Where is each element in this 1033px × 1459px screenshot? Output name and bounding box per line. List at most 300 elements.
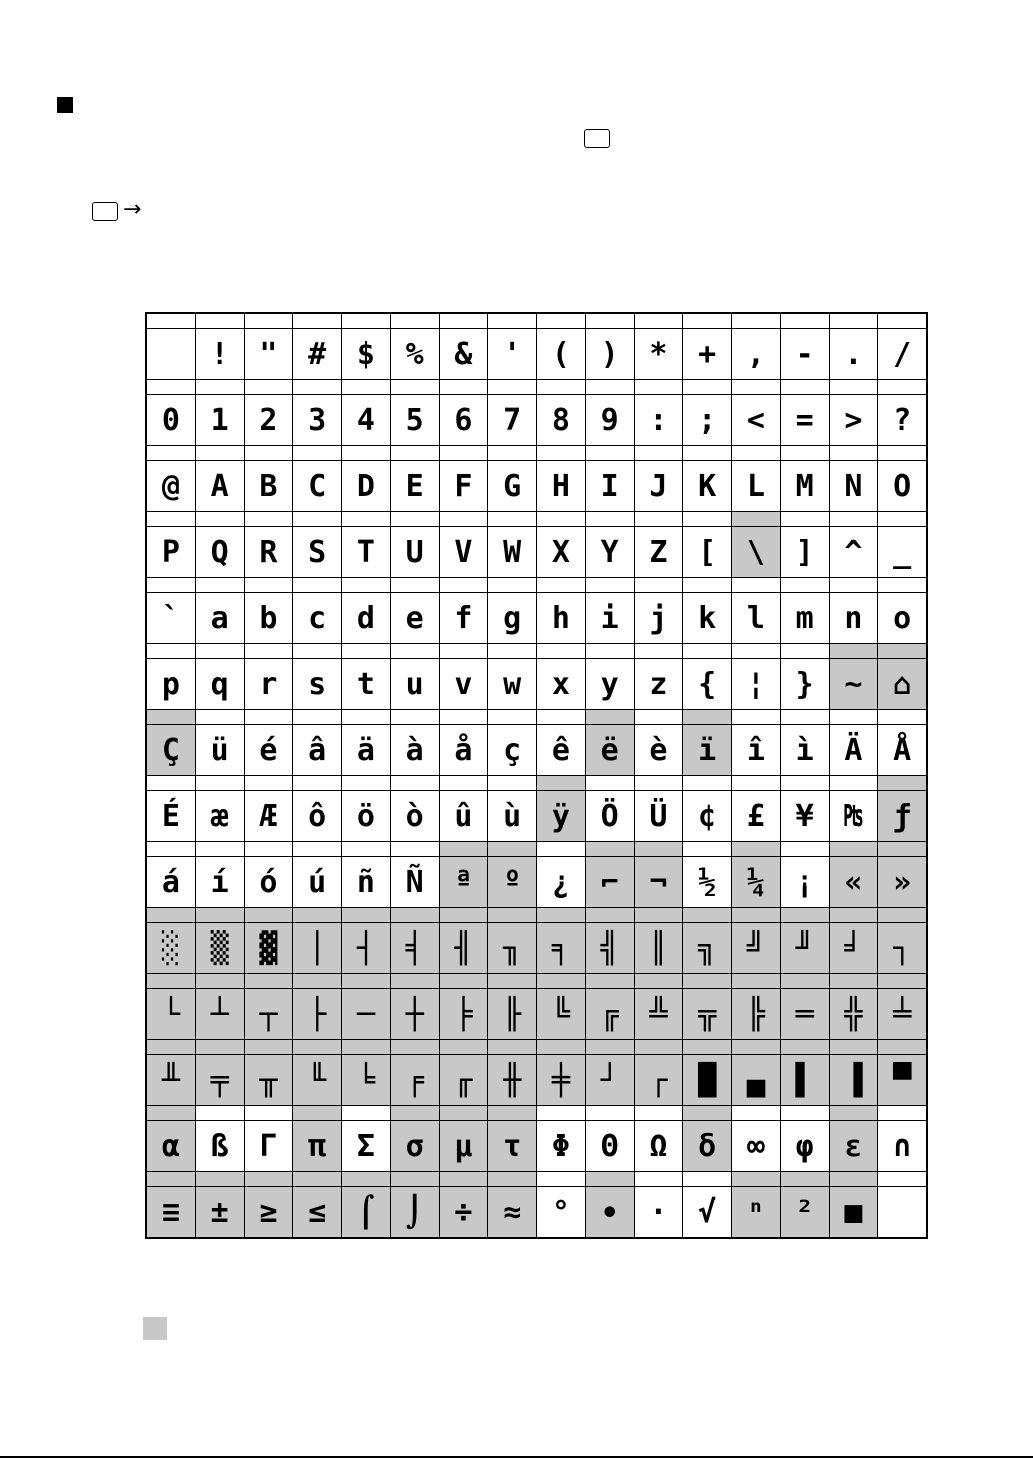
header-cell	[732, 380, 781, 395]
header-cell	[342, 1040, 391, 1055]
header-cell	[634, 776, 683, 791]
header-cell	[244, 446, 293, 461]
header-cell	[683, 1172, 732, 1187]
header-cell	[439, 446, 488, 461]
char-cell: ┌	[634, 1055, 683, 1106]
char-cell: ε	[829, 1121, 878, 1172]
header-cell	[683, 776, 732, 791]
header-cell	[537, 1106, 586, 1121]
header-cell	[732, 644, 781, 659]
header-cell	[878, 313, 927, 329]
header-cell	[634, 908, 683, 923]
char-cell: <	[732, 395, 781, 446]
header-cell	[585, 1040, 634, 1055]
char-cell: ²	[780, 1187, 829, 1239]
char-cell: à	[390, 725, 439, 776]
char-cell: ê	[537, 725, 586, 776]
header-cell	[439, 380, 488, 395]
header-cell	[634, 512, 683, 527]
header-cell	[634, 313, 683, 329]
char-cell: ë	[585, 725, 634, 776]
header-cell	[683, 578, 732, 593]
header-cell	[293, 710, 342, 725]
char-cell: ½	[683, 857, 732, 908]
char-cell: -	[780, 329, 829, 380]
black-square-icon	[57, 97, 73, 113]
header-cell	[780, 1106, 829, 1121]
char-cell: H	[537, 461, 586, 512]
header-cell	[293, 446, 342, 461]
header-cell	[683, 974, 732, 989]
char-cell: }	[780, 659, 829, 710]
header-cell	[195, 1040, 244, 1055]
header-cell	[342, 710, 391, 725]
header-cell	[634, 710, 683, 725]
char-cell: 8	[537, 395, 586, 446]
header-cell	[780, 380, 829, 395]
char-cell: ┐	[878, 923, 927, 974]
char-cell: ä	[342, 725, 391, 776]
header-cell	[829, 974, 878, 989]
char-cell: E	[390, 461, 439, 512]
char-cell: î	[732, 725, 781, 776]
char-cell: ▄	[732, 1055, 781, 1106]
char-cell: c	[293, 593, 342, 644]
char-cell: !	[195, 329, 244, 380]
char-cell: ù	[488, 791, 537, 842]
header-cell	[488, 974, 537, 989]
header-cell	[390, 1040, 439, 1055]
char-cell: K	[683, 461, 732, 512]
header-cell	[390, 1106, 439, 1121]
header-cell	[293, 313, 342, 329]
char-cell: ╧	[878, 989, 927, 1040]
char-cell: #	[293, 329, 342, 380]
header-cell	[293, 776, 342, 791]
char-cell: N	[829, 461, 878, 512]
header-cell	[878, 974, 927, 989]
header-cell	[439, 842, 488, 857]
char-cell: ╥	[244, 1055, 293, 1106]
char-cell: ├	[293, 989, 342, 1040]
header-cell	[683, 380, 732, 395]
header-cell	[342, 842, 391, 857]
header-cell	[585, 578, 634, 593]
char-cell: ∩	[878, 1121, 927, 1172]
header-cell	[488, 776, 537, 791]
char-cell: ¼	[732, 857, 781, 908]
char-cell: ª	[439, 857, 488, 908]
char-cell: )	[585, 329, 634, 380]
char-cell: û	[439, 791, 488, 842]
char-cell: n	[829, 593, 878, 644]
header-cell	[585, 710, 634, 725]
char-cell: ü	[195, 725, 244, 776]
header-cell	[829, 908, 878, 923]
char-cell: ╖	[488, 923, 537, 974]
char-cell: ╡	[390, 923, 439, 974]
header-cell	[683, 644, 732, 659]
key-box-icon	[92, 202, 118, 221]
char-cell: â	[293, 725, 342, 776]
header-cell	[342, 313, 391, 329]
char-cell: Φ	[537, 1121, 586, 1172]
char-cell: %	[390, 329, 439, 380]
char-cell: Ç	[146, 725, 195, 776]
char-cell: ╤	[195, 1055, 244, 1106]
header-cell	[146, 1040, 195, 1055]
char-cell: w	[488, 659, 537, 710]
header-cell	[146, 776, 195, 791]
table-header-strip	[146, 644, 927, 659]
char-cell: q	[195, 659, 244, 710]
char-cell: ≡	[146, 1187, 195, 1239]
char-cell: $	[342, 329, 391, 380]
char-cell: ⌠	[342, 1187, 391, 1239]
header-cell	[439, 512, 488, 527]
char-cell: l	[732, 593, 781, 644]
char-cell: >	[829, 395, 878, 446]
header-cell	[488, 1106, 537, 1121]
header-cell	[293, 578, 342, 593]
table-row	[146, 395, 927, 446]
header-cell	[780, 842, 829, 857]
header-cell	[439, 776, 488, 791]
header-cell	[146, 446, 195, 461]
header-cell	[195, 974, 244, 989]
char-cell: /	[878, 329, 927, 380]
header-cell	[146, 644, 195, 659]
char-cell: ]	[780, 527, 829, 578]
header-cell	[439, 1172, 488, 1187]
header-cell	[439, 974, 488, 989]
char-cell: R	[244, 527, 293, 578]
char-cell: ÷	[439, 1187, 488, 1239]
char-cell: í	[195, 857, 244, 908]
char-cell: .	[829, 329, 878, 380]
char-cell: ¥	[780, 791, 829, 842]
table-row	[146, 1055, 927, 1106]
header-cell	[244, 313, 293, 329]
header-cell	[390, 578, 439, 593]
header-cell	[293, 1106, 342, 1121]
char-cell: I	[585, 461, 634, 512]
character-set-table	[145, 312, 928, 1239]
header-cell	[585, 908, 634, 923]
char-cell: ╙	[293, 1055, 342, 1106]
header-cell	[390, 776, 439, 791]
header-cell	[780, 776, 829, 791]
char-cell: ┘	[585, 1055, 634, 1106]
char-cell: Ω	[634, 1121, 683, 1172]
header-cell	[244, 644, 293, 659]
char-cell: m	[780, 593, 829, 644]
char-cell: g	[488, 593, 537, 644]
header-cell	[537, 842, 586, 857]
header-cell	[244, 974, 293, 989]
header-cell	[585, 380, 634, 395]
char-cell: ú	[293, 857, 342, 908]
header-cell	[585, 842, 634, 857]
char-cell: ⁿ	[732, 1187, 781, 1239]
header-cell	[488, 908, 537, 923]
header-cell	[146, 710, 195, 725]
header-cell	[195, 1106, 244, 1121]
header-cell	[634, 1040, 683, 1055]
char-cell: ñ	[342, 857, 391, 908]
header-cell	[146, 908, 195, 923]
char-cell: G	[488, 461, 537, 512]
char-cell: ╞	[439, 989, 488, 1040]
header-cell	[634, 974, 683, 989]
char-cell	[146, 329, 195, 380]
char-cell: ⌂	[878, 659, 927, 710]
header-cell	[829, 1172, 878, 1187]
char-cell: ò	[390, 791, 439, 842]
char-cell: √	[683, 1187, 732, 1239]
header-cell	[244, 908, 293, 923]
header-cell	[342, 380, 391, 395]
char-cell: ╗	[683, 923, 732, 974]
header-cell	[390, 512, 439, 527]
char-cell: @	[146, 461, 195, 512]
char-cell: j	[634, 593, 683, 644]
header-cell	[293, 974, 342, 989]
header-cell	[439, 313, 488, 329]
header-cell	[732, 1106, 781, 1121]
header-cell	[537, 578, 586, 593]
char-cell: └	[146, 989, 195, 1040]
header-cell	[488, 1040, 537, 1055]
char-cell: Y	[585, 527, 634, 578]
header-cell	[634, 446, 683, 461]
char-cell: [	[683, 527, 732, 578]
char-cell: ∞	[732, 1121, 781, 1172]
table-row	[146, 1187, 927, 1239]
table-header-strip	[146, 1106, 927, 1121]
header-cell	[683, 908, 732, 923]
header-cell	[195, 446, 244, 461]
char-cell: M	[780, 461, 829, 512]
char-cell: å	[439, 725, 488, 776]
header-cell	[732, 578, 781, 593]
header-cell	[732, 512, 781, 527]
char-cell: 6	[439, 395, 488, 446]
char-cell: É	[146, 791, 195, 842]
header-cell	[537, 974, 586, 989]
char-cell: ╨	[146, 1055, 195, 1106]
char-cell: 0	[146, 395, 195, 446]
header-cell	[488, 1172, 537, 1187]
header-cell	[780, 644, 829, 659]
header-cell	[780, 908, 829, 923]
key-box-icon	[584, 129, 610, 148]
char-cell: ╣	[585, 923, 634, 974]
char-cell: σ	[390, 1121, 439, 1172]
char-cell: ╓	[439, 1055, 488, 1106]
gray-swatch-icon	[143, 1317, 167, 1340]
header-cell	[390, 710, 439, 725]
char-cell: v	[439, 659, 488, 710]
header-cell	[195, 578, 244, 593]
char-cell: τ	[488, 1121, 537, 1172]
header-cell	[195, 908, 244, 923]
header-cell	[146, 974, 195, 989]
char-cell: Æ	[244, 791, 293, 842]
char-cell: α	[146, 1121, 195, 1172]
header-cell	[195, 842, 244, 857]
header-cell	[585, 512, 634, 527]
char-cell: f	[439, 593, 488, 644]
header-cell	[342, 644, 391, 659]
header-cell	[634, 578, 683, 593]
char-cell: «	[829, 857, 878, 908]
header-cell	[342, 908, 391, 923]
header-cell	[878, 776, 927, 791]
table-row	[146, 659, 927, 710]
char-cell: W	[488, 527, 537, 578]
char-cell: y	[585, 659, 634, 710]
char-cell: Ñ	[390, 857, 439, 908]
char-cell: ╪	[537, 1055, 586, 1106]
table-header-strip	[146, 446, 927, 461]
header-cell	[390, 380, 439, 395]
header-cell	[195, 1172, 244, 1187]
header-cell	[732, 1040, 781, 1055]
char-cell: █	[683, 1055, 732, 1106]
char-cell: á	[146, 857, 195, 908]
char-cell: ┤	[342, 923, 391, 974]
header-cell	[342, 446, 391, 461]
header-cell	[342, 578, 391, 593]
char-cell: i	[585, 593, 634, 644]
char-cell	[878, 1187, 927, 1239]
header-cell	[634, 1106, 683, 1121]
header-cell	[537, 313, 586, 329]
header-cell	[780, 974, 829, 989]
char-cell: `	[146, 593, 195, 644]
header-cell	[878, 1106, 927, 1121]
table-row	[146, 593, 927, 644]
table-row	[146, 329, 927, 380]
char-cell: ⌡	[390, 1187, 439, 1239]
header-cell	[390, 908, 439, 923]
header-cell	[146, 313, 195, 329]
header-cell	[732, 842, 781, 857]
header-cell	[244, 842, 293, 857]
char-cell: =	[780, 395, 829, 446]
header-cell	[488, 446, 537, 461]
char-cell: X	[537, 527, 586, 578]
char-cell: D	[342, 461, 391, 512]
char-cell: Å	[878, 725, 927, 776]
char-cell: ±	[195, 1187, 244, 1239]
header-cell	[293, 842, 342, 857]
header-cell	[878, 710, 927, 725]
char-cell: ô	[293, 791, 342, 842]
table-header-strip	[146, 313, 927, 329]
header-cell	[439, 578, 488, 593]
char-cell: µ	[439, 1121, 488, 1172]
char-cell: Ä	[829, 725, 878, 776]
char-cell: æ	[195, 791, 244, 842]
char-cell: Σ	[342, 1121, 391, 1172]
header-cell	[293, 1172, 342, 1187]
char-cell: ≥	[244, 1187, 293, 1239]
header-cell	[780, 578, 829, 593]
char-cell: '	[488, 329, 537, 380]
header-cell	[585, 974, 634, 989]
char-cell: B	[244, 461, 293, 512]
header-cell	[390, 644, 439, 659]
header-cell	[293, 644, 342, 659]
char-cell: ó	[244, 857, 293, 908]
char-cell: *	[634, 329, 683, 380]
header-cell	[585, 446, 634, 461]
header-cell	[195, 313, 244, 329]
char-cell: ¦	[732, 659, 781, 710]
header-cell	[293, 1040, 342, 1055]
table-row	[146, 527, 927, 578]
char-cell: 2	[244, 395, 293, 446]
char-cell: Q	[195, 527, 244, 578]
table-row	[146, 857, 927, 908]
header-cell	[439, 1040, 488, 1055]
char-cell: k	[683, 593, 732, 644]
char-cell: φ	[780, 1121, 829, 1172]
header-cell	[488, 842, 537, 857]
header-cell	[488, 512, 537, 527]
header-cell	[585, 313, 634, 329]
char-cell: ■	[829, 1187, 878, 1239]
header-cell	[683, 1106, 732, 1121]
table-header-strip	[146, 1040, 927, 1055]
header-cell	[780, 1040, 829, 1055]
table-header-strip	[146, 578, 927, 593]
header-cell	[439, 908, 488, 923]
char-cell: π	[293, 1121, 342, 1172]
char-cell: Γ	[244, 1121, 293, 1172]
header-cell	[390, 842, 439, 857]
char-cell: ^	[829, 527, 878, 578]
char-cell: \	[732, 527, 781, 578]
char-cell: e	[390, 593, 439, 644]
header-cell	[732, 776, 781, 791]
char-cell: ∙	[585, 1187, 634, 1239]
table-header-strip	[146, 842, 927, 857]
header-cell	[829, 842, 878, 857]
char-cell: h	[537, 593, 586, 644]
char-cell: z	[634, 659, 683, 710]
char-cell: ,	[732, 329, 781, 380]
header-cell	[878, 1172, 927, 1187]
char-cell: a	[195, 593, 244, 644]
char-cell: ╒	[390, 1055, 439, 1106]
header-cell	[342, 512, 391, 527]
char-cell: ¿	[537, 857, 586, 908]
header-cell	[683, 1040, 732, 1055]
char-cell: ç	[488, 725, 537, 776]
char-cell: t	[342, 659, 391, 710]
char-cell: δ	[683, 1121, 732, 1172]
char-cell: ┼	[390, 989, 439, 1040]
header-cell	[195, 644, 244, 659]
char-cell: ≤	[293, 1187, 342, 1239]
header-cell	[293, 908, 342, 923]
char-cell: ░	[146, 923, 195, 974]
char-cell: £	[732, 791, 781, 842]
header-cell	[488, 644, 537, 659]
